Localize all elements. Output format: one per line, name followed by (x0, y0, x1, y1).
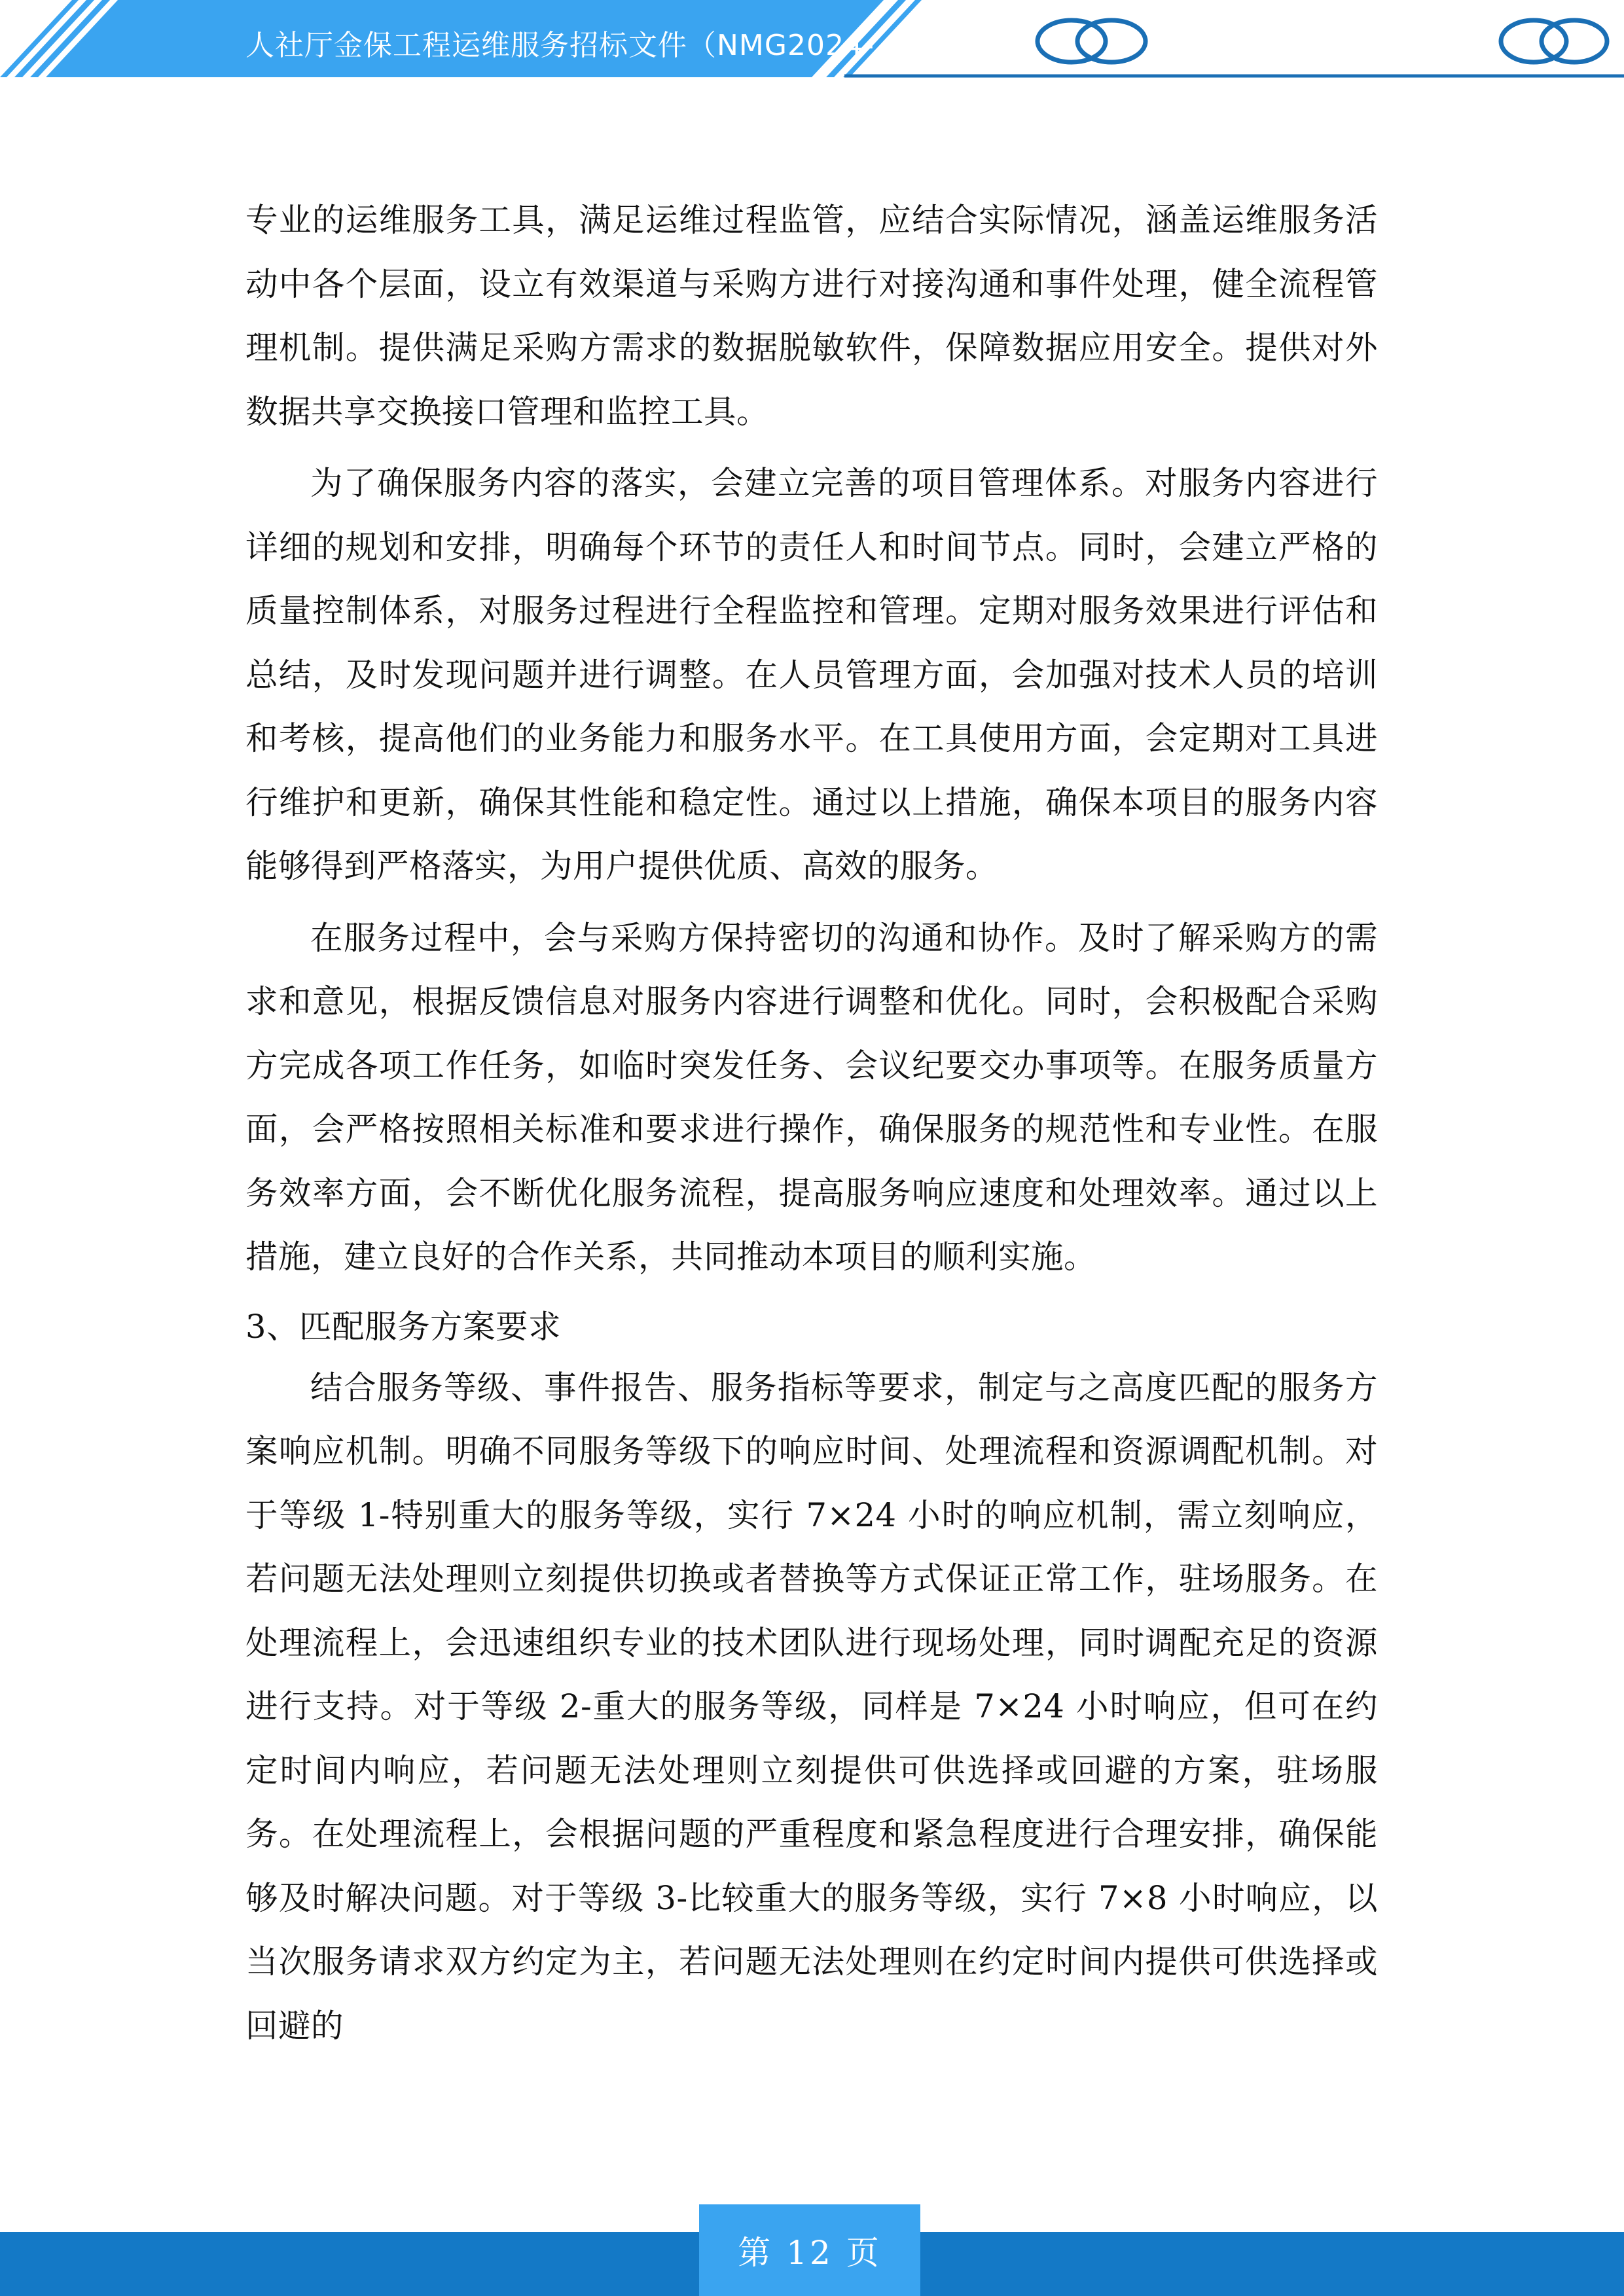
page-number-tab (699, 2204, 920, 2296)
paragraph-1: 专业的运维服务工具，满足运维过程监管，应结合实际情况，涵盖运维服务活动中各个层面，设立有效渠道与采购方进行对接沟通和事件处理，健全流程管理机制。提供满足采购方需求的数据脱敏软件，保障数据应用安全。提供对外数据共享交换接口管理和监控工具。 (245, 201, 1378, 431)
double-ring-logo-right-icon (1496, 14, 1612, 68)
paragraph-4: 结合服务等级、事件报告、服务指标等要求，制定与之高度匹配的服务方案响应机制。明确不同服务等级下的响应时间、处理流程和资源调配机制。对于等级 1-特别重大的服务等级，实行 7×24 小时的响应机制，需立刻响应，若问题无法处理则立刻提供切换或者替换等方式保证正常工作，驻场服务。在处理流程上，会迅速组织专业的技术团队进行现场处理，同时调配充足的资源进行支持。对于等级 2-重大的服务等级，同样是 7×24 小时响应，但可在约定时间内响应，若问题无法处理则立刻提供可供选择或回避的方案，驻场服务。在处理流程上，会根据问题的严重程度和紧急程度进行合理安排，确保能够及时解决问题。对于等级 3-比较重大的服务等级，实行 7×8 小时响应，以当次服务请求双方约定为主，若问题无法处理则在约定时间内提供可供选择或回避的 (245, 1368, 1378, 2045)
paragraph-3: 在服务过程中，会与采购方保持密切的沟通和协作。及时了解采购方的需求和意见，根据反馈信息对服务内容进行调整和优化。同时，会积极配合采购方完成各项工作任务，如临时突发任务、会议纪要交办事项等。在服务质量方面，会严格按照相关标准和要求进行操作，确保服务的规范性和专业性。在服务效率方面，会不断优化服务流程，提高服务响应速度和处理效率。通过以上措施，建立良好的合作关系，共同推动本项目的顺利实施。 (245, 918, 1378, 1276)
section-heading: 3、匹配服务方案要求 (245, 1307, 561, 1346)
page-number: 第 12 页 (738, 2234, 882, 2272)
double-ring-logo-icon (1031, 14, 1152, 68)
document-body (245, 188, 1378, 2066)
page-header (0, 0, 1624, 85)
header-title: 人社厅金保工程运维服务招标文件（NMG2024- (245, 29, 875, 62)
paragraph-2: 为了确保服务内容的落实，会建立完善的项目管理体系。对服务内容进行详细的规划和安排，明确每个环节的责任人和时间节点。同时，会建立严格的质量控制体系，对服务过程进行全程监控和管理。定期对服务效果进行评估和总结，及时发现问题并进行调整。在人员管理方面，会加强对技术人员的培训和考核，提高他们的业务能力和服务水平。在工具使用方面，会定期对工具进行维护和更新，确保其性能和稳定性。通过以上措施，确保本项目的服务内容能够得到严格落实，为用户提供优质、高效的服务。 (245, 464, 1378, 885)
